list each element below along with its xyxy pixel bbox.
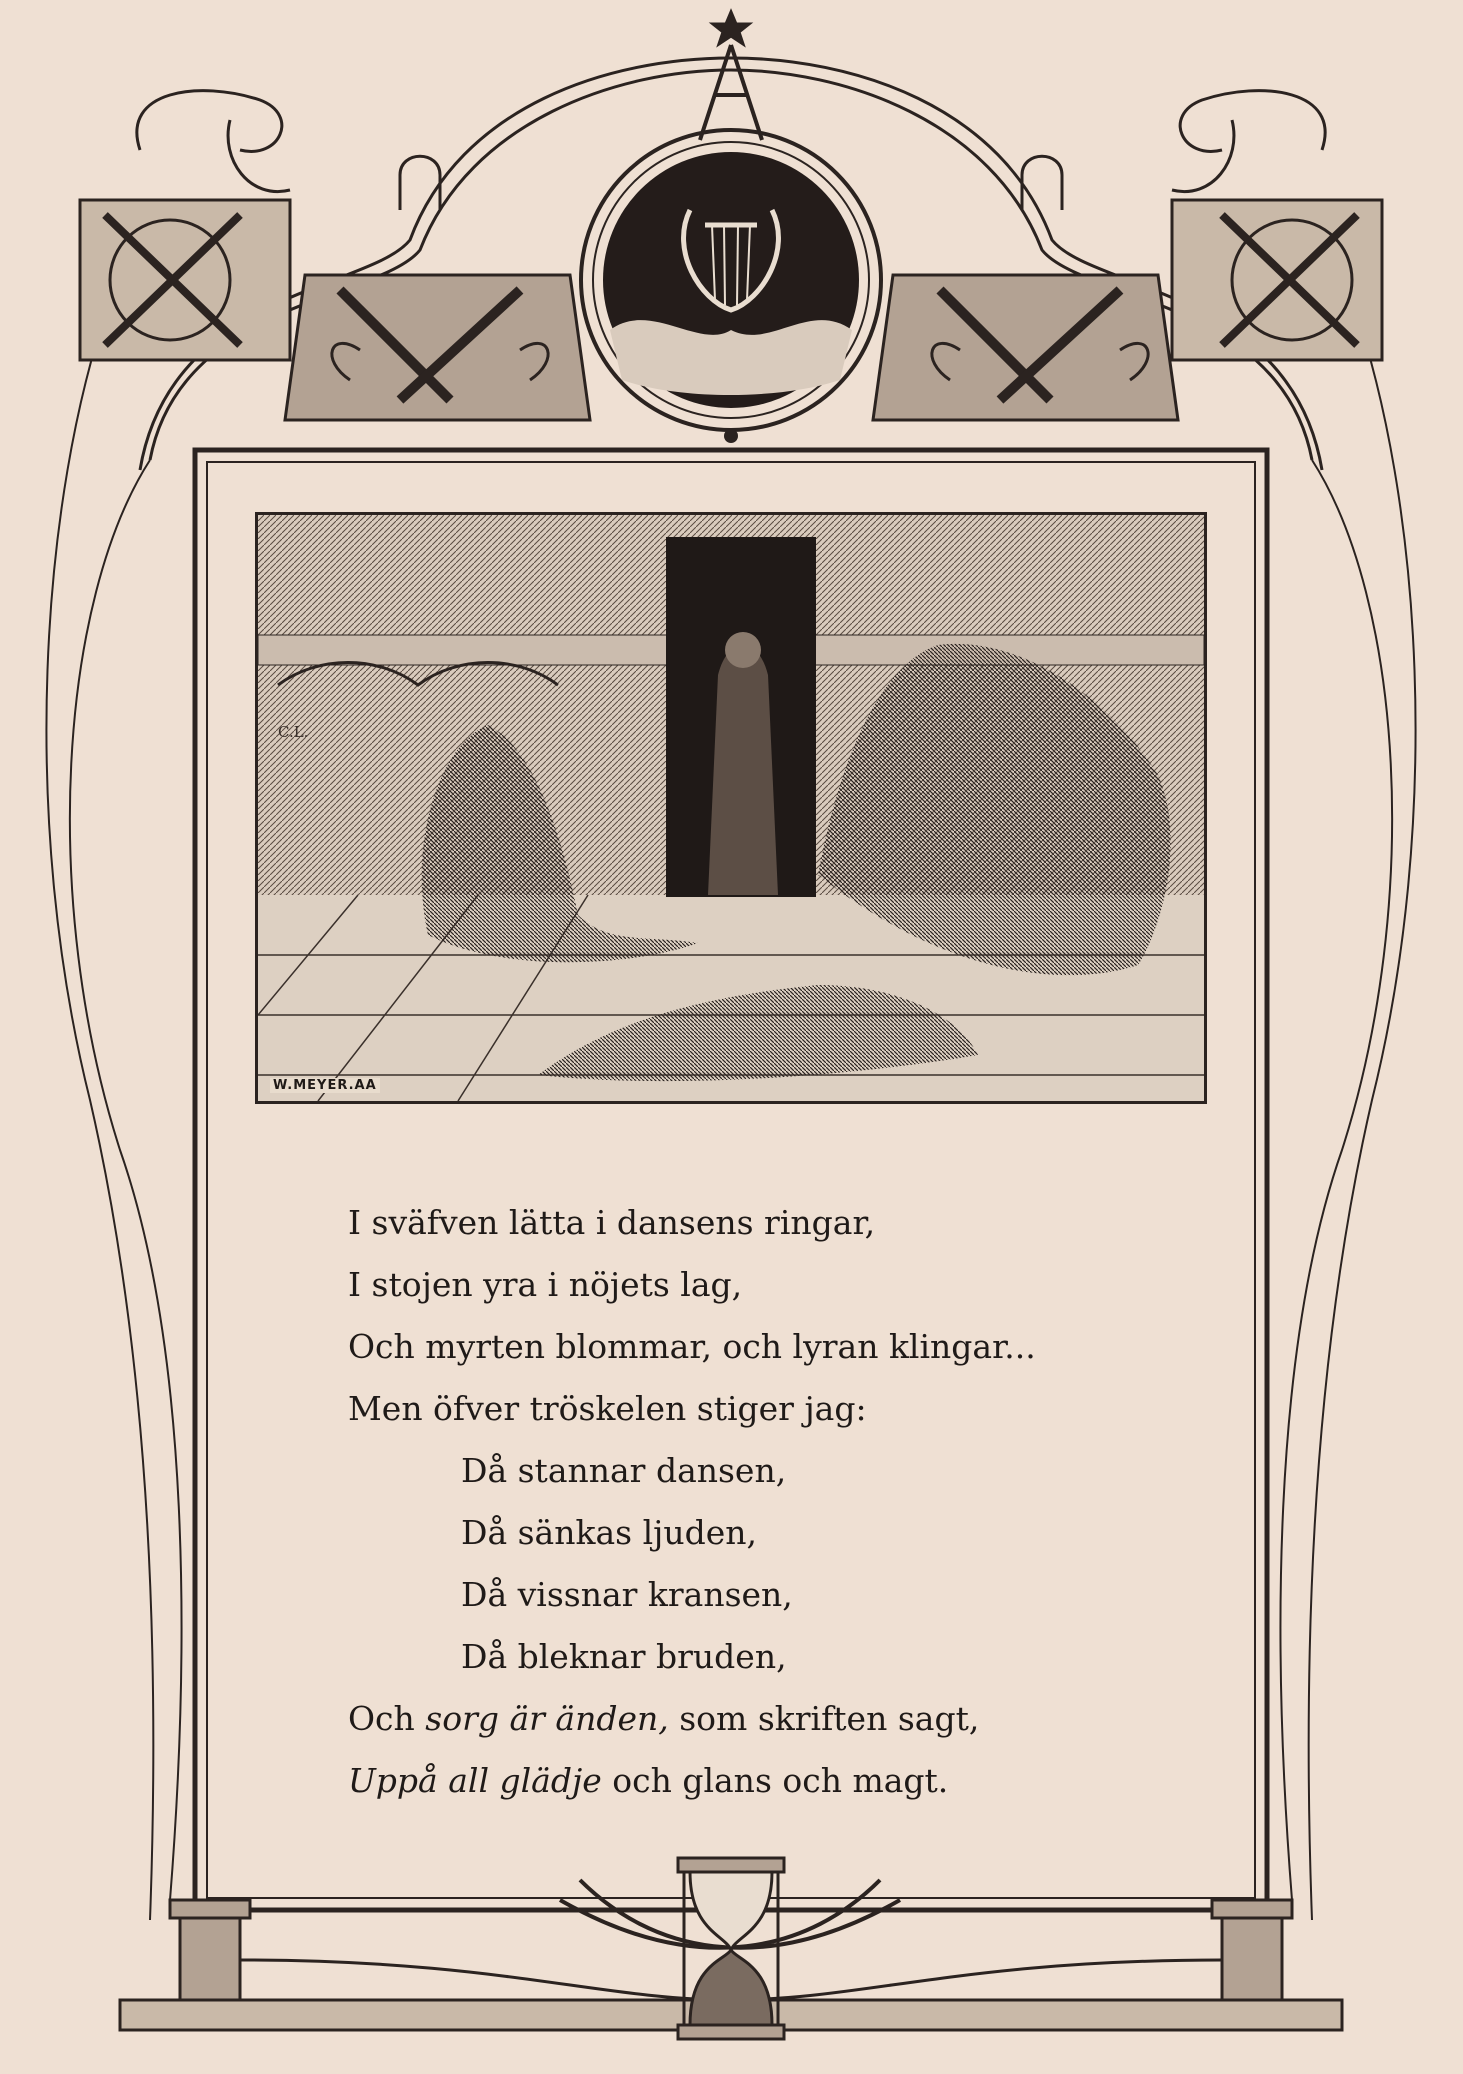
poem-line: Men öfver tröskelen stiger jag: bbox=[348, 1389, 867, 1428]
engraving-illustration bbox=[255, 512, 1207, 1104]
poem-fragment: och glans och magt. bbox=[601, 1761, 949, 1800]
right-corner-emblem bbox=[1172, 200, 1382, 360]
poem-fragment: Och bbox=[348, 1699, 426, 1738]
ballroom-scene bbox=[258, 515, 1204, 1101]
poem-line: Då stannar dansen, bbox=[461, 1451, 787, 1490]
illustration-initials: C.L. bbox=[278, 723, 309, 741]
poem-italic-fragment: sorg är änden, bbox=[425, 1699, 669, 1738]
engraver-signature: W.MEYER.AA bbox=[270, 1078, 380, 1093]
star-ornament bbox=[713, 12, 749, 44]
poem-italic-fragment: Uppå all glädje bbox=[348, 1761, 602, 1800]
right-torch-panel bbox=[873, 275, 1178, 420]
left-corner-emblem bbox=[80, 200, 290, 360]
poem-line: Då bleknar bruden, bbox=[461, 1637, 787, 1676]
poem bbox=[348, 1192, 1208, 1812]
poem-fragment: som skriften sagt, bbox=[668, 1699, 980, 1738]
poem-line bbox=[348, 1688, 1208, 1750]
poem-line: I sväfven lätta i dansens ringar, bbox=[348, 1203, 876, 1242]
poem-line: Då sänkas ljuden, bbox=[461, 1513, 758, 1552]
ghost-figure bbox=[708, 645, 778, 895]
poem-line: Och myrten blommar, och lyran klingar... bbox=[348, 1327, 1036, 1366]
poem-line: Då vissnar kransen, bbox=[461, 1575, 793, 1614]
poem-line: I stojen yra i nöjets lag, bbox=[348, 1265, 743, 1304]
poem-line bbox=[348, 1750, 1208, 1812]
lyre-medallion bbox=[581, 130, 881, 443]
left-torch-panel bbox=[285, 275, 590, 420]
